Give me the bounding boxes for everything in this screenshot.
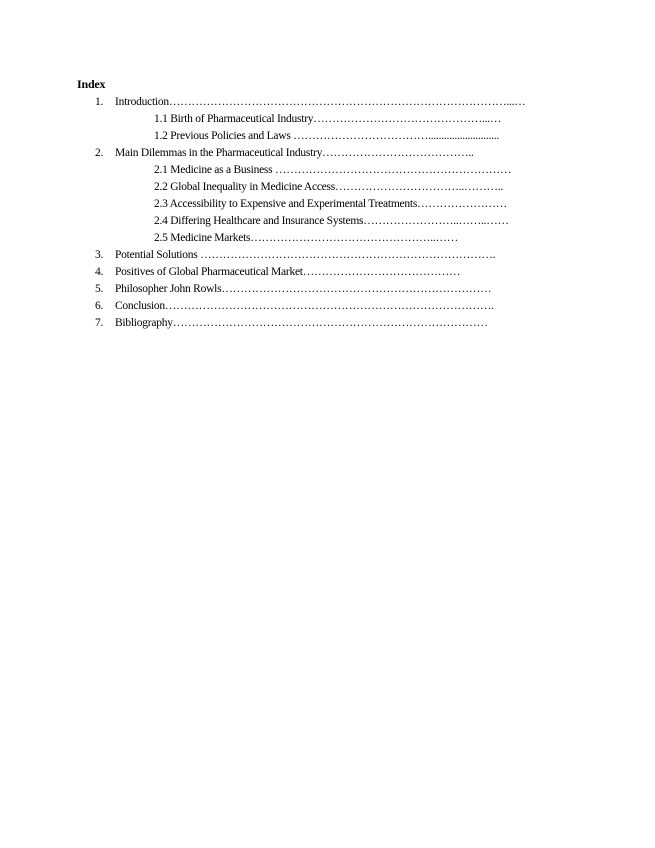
toc-entry-2-5: 2.5 Medicine Markets…………………………………………..…… bbox=[154, 232, 458, 244]
toc-number-5: 5. bbox=[95, 283, 104, 295]
toc-number-7: 7. bbox=[95, 317, 104, 329]
toc-number-1: 1. bbox=[95, 96, 104, 108]
toc-entry-potential-solutions: Potential Solutions ……………………………………………………………………. bbox=[115, 249, 496, 261]
toc-entry-positives: Positives of Global Pharmaceutical Market…………………………………… bbox=[115, 266, 461, 278]
toc-number-2: 2. bbox=[95, 147, 104, 159]
toc-entry-conclusion: Conclusion……………………………………………………………………………. bbox=[115, 300, 494, 312]
toc-entry-2-2: 2.2 Global Inequality in Medicine Access……………………………..……….. bbox=[154, 181, 503, 193]
toc-number-6: 6. bbox=[95, 300, 104, 312]
toc-entry-main-dilemmas: Main Dilemmas in the Pharmaceutical Industry………………………………….. bbox=[115, 147, 474, 159]
toc-entry-1-2: 1.2 Previous Policies and Laws ………………………………........................... bbox=[154, 130, 500, 142]
toc-entry-2-3: 2.3 Accessibility to Expensive and Experimental Treatments…………………… bbox=[154, 198, 508, 210]
index-heading: Index bbox=[77, 77, 106, 91]
toc-entry-2-4: 2.4 Differing Healthcare and Insurance Systems……………………..……..…… bbox=[154, 215, 509, 227]
toc-entry-bibliography: Bibliography………………………………………………………………………… bbox=[115, 317, 488, 329]
toc-entry-philosopher: Philosopher John Rowls……………………………………………………………… bbox=[115, 283, 492, 295]
toc-number-3: 3. bbox=[95, 249, 104, 261]
toc-entry-introduction: Introduction………………………………………………………………………………...… bbox=[115, 96, 526, 108]
toc-entry-2-1: 2.1 Medicine as a Business ……………………………………………………… bbox=[154, 164, 512, 176]
toc-entry-1-1: 1.1 Birth of Pharmaceutical Industry………………………………………...… bbox=[154, 113, 502, 125]
toc-number-4: 4. bbox=[95, 266, 104, 278]
